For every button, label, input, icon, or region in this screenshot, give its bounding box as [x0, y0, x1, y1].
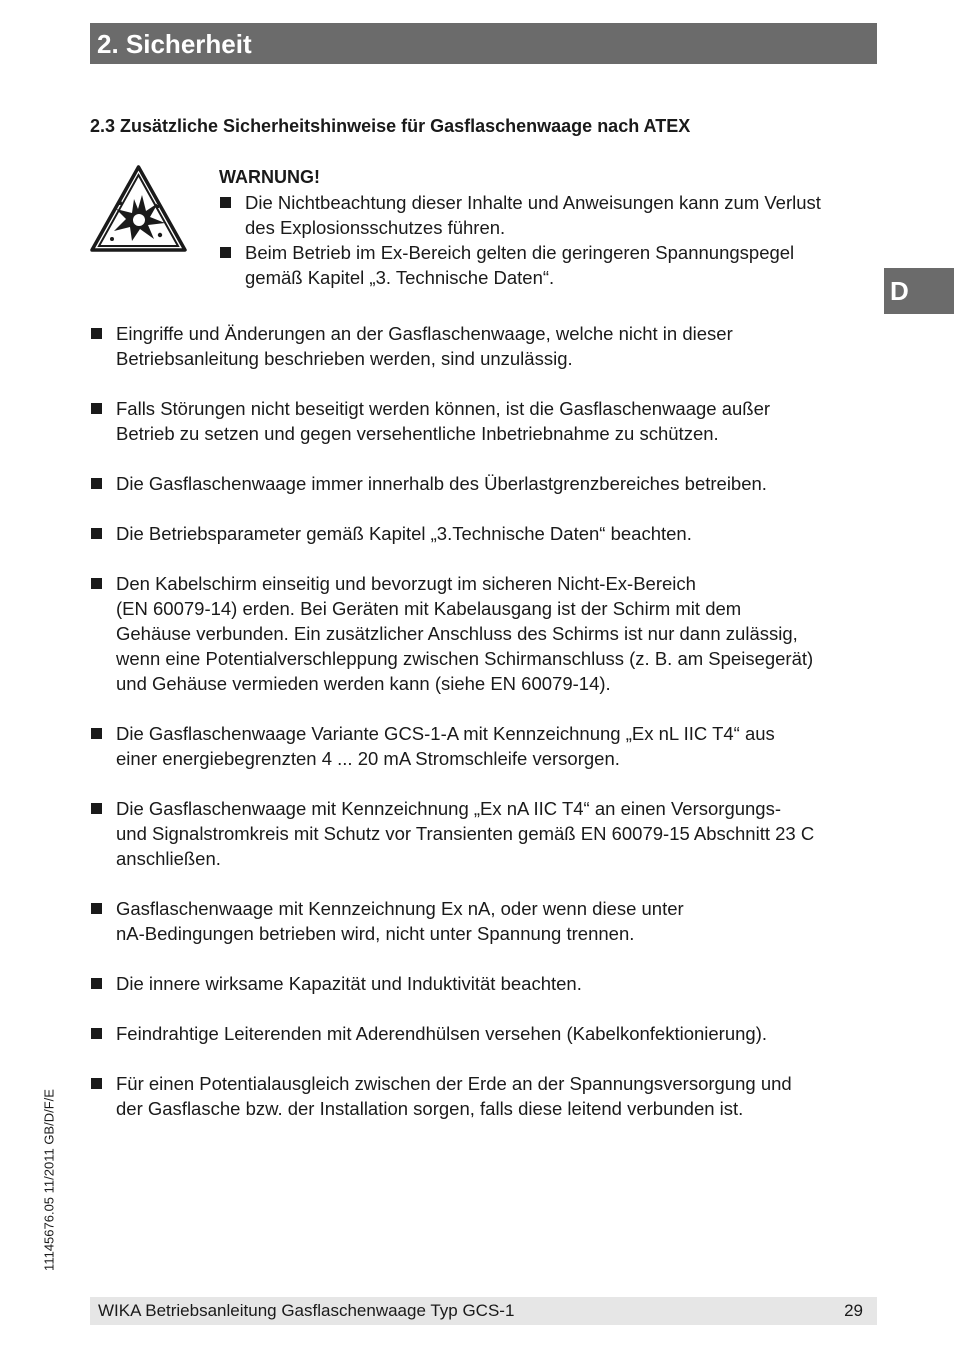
- square-bullet-icon: [91, 978, 102, 989]
- list-item-text: Feindrahtige Leiterenden mit Aderendhülsen versehen (Kabelkonfektionierung).: [116, 1023, 768, 1044]
- list-item-text: Für einen Potentialausgleich zwischen der Erde an der Spannungsversorgung und der Gasflasche bzw. der Installation sorgen, falls diese leitend verbunden ist.: [116, 1073, 792, 1119]
- warning-item-text: Beim Betrieb im Ex-Bereich gelten die geringeren Spannungspegel gemäß Kapitel „3. Technische Daten“.: [245, 242, 795, 288]
- warning-item: [219, 190, 879, 240]
- warning-item-text: Die Nichtbeachtung dieser Inhalte und Anweisungen kann zum Verlust des Explosionsschutzes führen.: [245, 192, 821, 238]
- square-bullet-icon: [91, 1078, 102, 1089]
- list-item: [90, 521, 880, 546]
- square-bullet-icon: [220, 197, 231, 208]
- page-footer: [90, 1297, 877, 1325]
- chapter-header: [90, 23, 877, 64]
- square-bullet-icon: [91, 478, 102, 489]
- document-code: 11145676.05 11/2011 GB/D/F/E: [41, 1089, 57, 1271]
- page-number: 29: [844, 1301, 863, 1320]
- warning-title: WARNUNG!: [219, 167, 320, 187]
- square-bullet-icon: [91, 728, 102, 739]
- list-item: [90, 571, 880, 696]
- footer-title: WIKA Betriebsanleitung Gasflaschenwaage Typ GCS-1: [98, 1301, 515, 1320]
- list-item: [90, 321, 880, 371]
- list-item-text: Die Gasflaschenwaage mit Kennzeichnung „Ex nA IIC T4“ an einen Versorgungs- und Signalstromkreis mit Schutz vor Transienten gemäß EN 60079-15 Abschnitt 23 C anschließen.: [116, 798, 815, 869]
- square-bullet-icon: [91, 403, 102, 414]
- list-item-text: Den Kabelschirm einseitig und bevorzugt im sicheren Nicht-Ex-Bereich (EN 60079-14) erden. Bei Geräten mit Kabelausgang ist der Schirm mit dem Gehäuse verbunden. Ein zusätzlicher Anschluss des Schirms ist nur dann zulässig, wenn eine Potentialverschleppung zwischen Schirmanschluss (z. B. am Speisegerät) und Gehäuse vermieden werden kann (siehe EN 60079-14).: [116, 573, 814, 694]
- list-item: [90, 721, 880, 771]
- square-bullet-icon: [91, 1028, 102, 1039]
- list-item-text: Gasflaschenwaage mit Kennzeichnung Ex nA, oder wenn diese unter nA-Bedingungen betrieben wird, nicht unter Spannung trennen.: [116, 898, 684, 944]
- list-item-text: Die innere wirksame Kapazität und Induktivität beachten.: [116, 973, 582, 994]
- section-heading: 2.3 Zusätzliche Sicherheitshinweise für Gasflaschenwaage nach ATEX: [90, 116, 691, 136]
- list-item: [90, 471, 880, 496]
- warning-list: [219, 190, 879, 290]
- list-item: [90, 396, 880, 446]
- list-item-text: Falls Störungen nicht beseitigt werden können, ist die Gasflaschenwaage außer Betrieb zu setzen und gegen versehentliche Inbetriebnahme zu schützen.: [116, 398, 771, 444]
- square-bullet-icon: [91, 578, 102, 589]
- square-bullet-icon: [91, 803, 102, 814]
- list-item-text: Die Betriebsparameter gemäß Kapitel „3.Technische Daten“ beachten.: [116, 523, 692, 544]
- list-item: [90, 1071, 880, 1121]
- list-item-text: Die Gasflaschenwaage Variante GCS-1-A mit Kennzeichnung „Ex nL IIC T4“ aus einer energiebegrenzten 4 ... 20 mA Stromschleife versorgen.: [116, 723, 775, 769]
- chapter-title: 2. Sicherheit: [97, 29, 252, 59]
- square-bullet-icon: [91, 328, 102, 339]
- list-item: [90, 1021, 880, 1046]
- list-item: [90, 971, 880, 996]
- explosion-warning-icon: [90, 165, 187, 253]
- list-item-text: Eingriffe und Änderungen an der Gasflaschenwaage, welche nicht in dieser Betriebsanleitung beschrieben werden, sind unzulässig.: [116, 323, 733, 369]
- list-item: [90, 796, 880, 871]
- warning-item: [219, 240, 879, 290]
- safety-instructions-list: [90, 321, 880, 1146]
- square-bullet-icon: [91, 528, 102, 539]
- list-item-text: Die Gasflaschenwaage immer innerhalb des Überlastgrenzbereiches betreiben.: [116, 473, 767, 494]
- list-item: [90, 896, 880, 946]
- square-bullet-icon: [91, 903, 102, 914]
- language-tab: D: [884, 268, 954, 314]
- square-bullet-icon: [220, 247, 231, 258]
